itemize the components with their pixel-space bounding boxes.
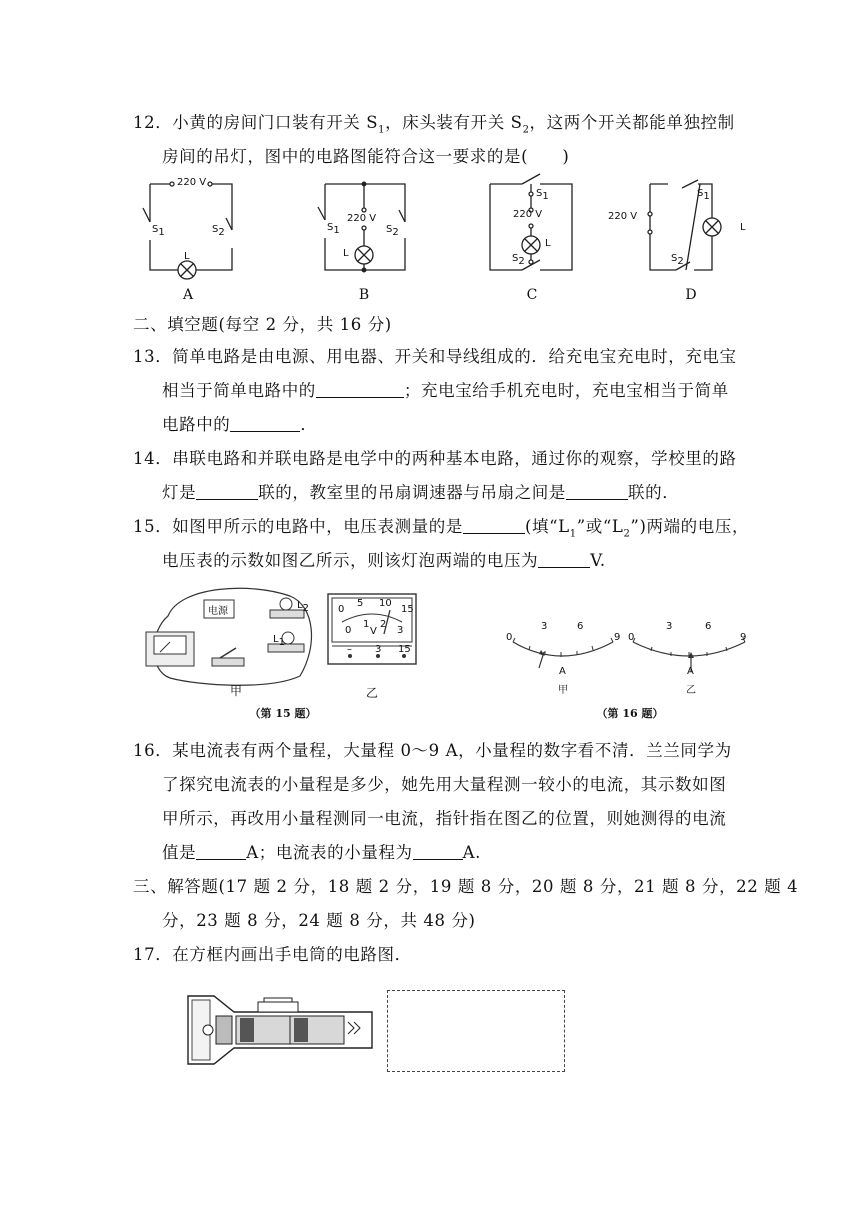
b-s1-text: S bbox=[327, 222, 334, 233]
vm-top-0: 0 bbox=[338, 604, 345, 615]
circuit-d-s2: $S_2$ bbox=[671, 253, 684, 267]
q12-text-a: 12．小黄的房间门口装有开关 S bbox=[133, 113, 379, 132]
q13-line1: 13．简单电路是由电源、用电器、开关和导线组成的．给充电宝充电时，充电宝 bbox=[133, 347, 737, 366]
q12-line2: 房间的吊灯，图中的电路图能符合这一要求的是( ) bbox=[162, 147, 570, 166]
section2-heading: 二、填空题(每空 2 分，共 16 分) bbox=[133, 315, 392, 334]
q14-text-2a: 灯是 bbox=[162, 483, 197, 502]
q13-text-3a: 电路中的 bbox=[162, 415, 231, 434]
q15-fig-jia bbox=[140, 586, 320, 696]
q16-jia-6: 6 bbox=[577, 621, 584, 632]
vm-term-3: 3 bbox=[375, 644, 382, 655]
q15-jia-label: 甲 bbox=[229, 684, 242, 698]
q13-blank-1[interactable] bbox=[316, 381, 404, 398]
circuit-c-s2: $S_2$ bbox=[512, 253, 525, 267]
q15-yi-label: 乙 bbox=[365, 686, 378, 700]
q16-jia-3: 3 bbox=[541, 621, 548, 632]
vm-bot-0: 0 bbox=[345, 625, 352, 636]
q16-jia-9: 9 bbox=[614, 632, 621, 643]
vm-top-5: 5 bbox=[357, 598, 364, 609]
q16-text-4a: 值是 bbox=[162, 843, 197, 862]
q16-line4 bbox=[162, 842, 481, 864]
d-s2-text: S bbox=[671, 253, 678, 264]
q12-line1 bbox=[133, 112, 735, 141]
q15-l2-label: $L_2$ bbox=[297, 600, 309, 614]
circuit-d-voltage: 220 V bbox=[608, 211, 638, 222]
q15-power-label: 电源 bbox=[208, 606, 228, 617]
circuit-d bbox=[648, 180, 721, 270]
option-a-label: A bbox=[182, 287, 194, 303]
q16-yi-6: 6 bbox=[705, 621, 712, 632]
vm-bot-3: 3 bbox=[397, 625, 404, 636]
q13-text-2a: 相当于简单电路中的 bbox=[162, 381, 316, 400]
b-s2-text: S bbox=[386, 224, 393, 235]
q16-jia-0: 0 bbox=[506, 632, 513, 643]
q15-line1: 15．如图甲所示的电路中，电压表测量的是 (填“$L_1$”或“$L_2$”)两端的电压， bbox=[133, 517, 750, 540]
circuit-a-voltage: 220 V bbox=[177, 177, 207, 188]
q16-text-4c: A. bbox=[462, 843, 481, 862]
vm-bot-1: 1 bbox=[363, 619, 370, 630]
section3-line1: 三、解答题(17 题 2 分，18 题 2 分，19 题 8 分，20 题 8 分，21 题 8 分，22 题 4 bbox=[133, 877, 799, 896]
q14-line1: 14．串联电路和并联电路是电学中的两种基本电路，通过你的观察，学校里的路 bbox=[133, 449, 737, 468]
vm-bot-2: 2 bbox=[380, 619, 387, 630]
q16-yi-9: 9 bbox=[740, 632, 747, 643]
q17-flashlight bbox=[186, 994, 376, 1070]
q16-jia-label: 甲 bbox=[558, 685, 568, 696]
q15-text-1b: (填“L bbox=[525, 517, 570, 536]
q15-l2-text: L bbox=[297, 600, 303, 611]
vm-top-15: 15 bbox=[401, 604, 414, 615]
q16-blank-1[interactable] bbox=[196, 843, 246, 860]
q15-text-2b: V. bbox=[590, 551, 606, 570]
q13-blank-2[interactable] bbox=[230, 415, 300, 432]
vm-term-neg: – bbox=[347, 644, 352, 655]
q12-text-e: ，这两个开关都能单独控制 bbox=[529, 113, 735, 132]
q14-text-2b: 联的，教室里的吊扇调速器与吊扇之间是 bbox=[258, 483, 567, 502]
q15-text-1c: ”或“L bbox=[576, 517, 624, 536]
a-s2-text: S bbox=[212, 224, 219, 235]
q15-text-2a: 电压表的示数如图乙所示，则该灯泡两端的电压为 bbox=[162, 551, 539, 570]
q16-blank-2[interactable] bbox=[413, 843, 463, 860]
circuit-d-s1: $S_1$ bbox=[697, 188, 710, 202]
q16-yi-unit: A bbox=[687, 666, 694, 677]
circuit-b-s2: $S_2$ bbox=[386, 224, 399, 238]
a-s1-text: S bbox=[152, 224, 159, 235]
q14-blank-2[interactable] bbox=[566, 483, 628, 500]
circuit-b-l: L bbox=[343, 248, 349, 259]
q17-line1: 17．在方框内画出手电筒的电路图． bbox=[133, 945, 412, 964]
q15-text-1d: ”)两端的电压， bbox=[630, 517, 750, 536]
circuit-c-voltage: 220 V bbox=[513, 209, 543, 220]
q13-text-2b: ；充电宝给手机充电时，充电宝相当于简单 bbox=[403, 381, 729, 400]
q16-jia-unit: A bbox=[559, 666, 566, 677]
q15-blank-1[interactable] bbox=[463, 517, 525, 534]
q16-text-4b: A；电流表的小量程为 bbox=[246, 843, 413, 862]
q12-circuits bbox=[0, 170, 860, 310]
q14-text-2c: 联的． bbox=[628, 483, 680, 502]
vm-top-10: 10 bbox=[379, 598, 392, 609]
d-s1-text: S bbox=[697, 188, 704, 199]
circuit-c-l: L bbox=[545, 238, 551, 249]
q16-scales bbox=[505, 620, 765, 700]
q13-text-3b: ． bbox=[300, 415, 318, 434]
option-b-label: B bbox=[358, 287, 370, 303]
q15-l1-label: $L_1$ bbox=[273, 634, 285, 648]
q15-l1-text: L bbox=[273, 634, 279, 645]
q15-blank-2[interactable] bbox=[538, 551, 590, 568]
q16-scale-jia bbox=[513, 638, 613, 668]
circuit-c bbox=[490, 174, 572, 270]
circuit-a-s1: $S_1$ bbox=[152, 224, 165, 238]
vm-term-15: 15 bbox=[398, 644, 411, 655]
q12-sub2: 2 bbox=[522, 124, 530, 136]
q17-answer-box[interactable] bbox=[387, 990, 565, 1072]
circuit-a-s2: $S_2$ bbox=[212, 224, 225, 238]
q14-blank-1[interactable] bbox=[196, 483, 258, 500]
q12-text-c: ，床头装有开关 S bbox=[385, 113, 523, 132]
q16-yi-0: 0 bbox=[628, 632, 635, 643]
q16-line1: 16．某电流表有两个量程，大量程 0～9 A，小量程的数字看不清．兰兰同学为 bbox=[133, 741, 732, 760]
q15-text-1a: 15．如图甲所示的电路中，电压表测量的是 bbox=[133, 517, 463, 536]
vm-unit: V bbox=[370, 626, 377, 637]
q15-line2 bbox=[162, 550, 606, 572]
circuit-b-s1: $S_1$ bbox=[327, 222, 340, 236]
section3-line2: 分，23 题 8 分，24 题 8 分，共 48 分) bbox=[162, 911, 476, 930]
q16-yi-3: 3 bbox=[666, 621, 673, 632]
q16-caption: （第 16 题） bbox=[596, 707, 664, 720]
q14-line2 bbox=[162, 482, 679, 504]
q16-line2: 了探究电流表的小量程是多少，她先用大量程测一较小的电流，其示数如图 bbox=[162, 775, 727, 794]
circuit-c-s1: $S_1$ bbox=[536, 188, 549, 202]
c-s1-text: S bbox=[536, 188, 543, 199]
circuit-a-l: L bbox=[184, 251, 190, 262]
q16-line3: 甲所示，再改用小量程测同一电流，指针指在图乙的位置，则她测得的电流 bbox=[162, 809, 727, 828]
option-d-label: D bbox=[685, 287, 697, 303]
q15-caption: （第 15 题） bbox=[249, 707, 317, 720]
circuit-d-l: L bbox=[740, 222, 746, 233]
c-s2-text: S bbox=[512, 253, 519, 264]
q13-line2 bbox=[162, 380, 729, 402]
option-c-label: C bbox=[526, 287, 538, 303]
q13-line3 bbox=[162, 414, 318, 436]
q16-yi-label: 乙 bbox=[686, 685, 696, 696]
circuit-b-voltage: 220 V bbox=[347, 213, 377, 224]
q12-sub1: 1 bbox=[378, 124, 386, 136]
